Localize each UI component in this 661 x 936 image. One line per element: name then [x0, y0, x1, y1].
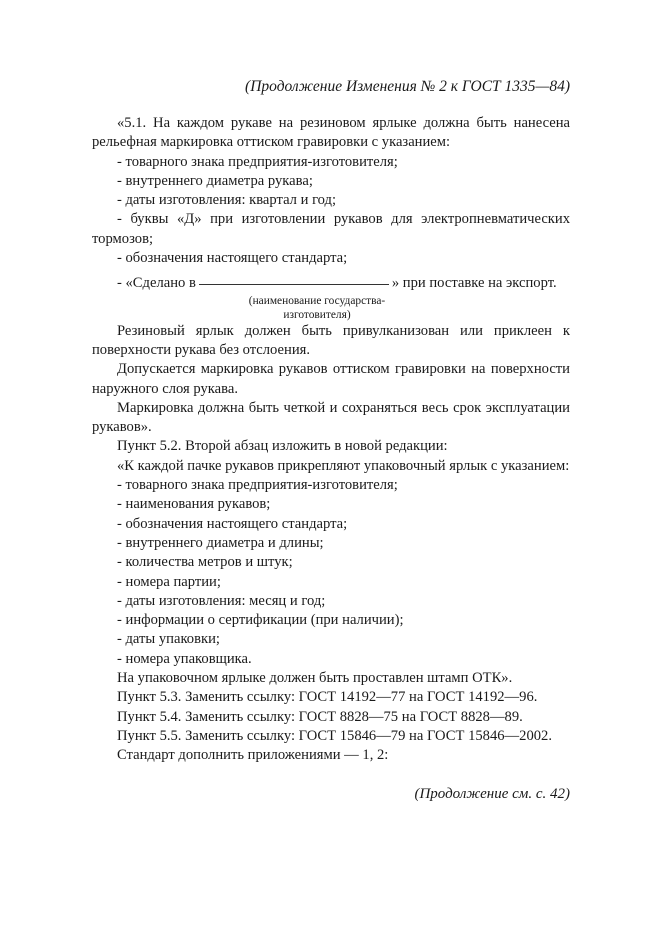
- paragraph-5-3: Пункт 5.3. Заменить ссылку: ГОСТ 14192—77 на ГОСТ 14192—96.: [117, 689, 538, 706]
- continuation-header: (Продолжение Изменения № 2 к ГОСТ 1335—84): [245, 78, 570, 95]
- paragraph-5-1-intro: «5.1. На каждом рукаве на резиновом ярлыке должна быть нанесена рельефная маркировка оттиском гравировки с указанием:: [92, 115, 570, 151]
- list-item: - внутреннего диаметра рукава;: [117, 172, 313, 189]
- paragraph-5-2: Пункт 5.2. Второй абзац изложить в новой редакции:: [117, 438, 448, 455]
- list-item: - обозначения настоящего стандарта;: [117, 250, 348, 267]
- paragraph-5-5: Пункт 5.5. Заменить ссылку: ГОСТ 15846—79 на ГОСТ 15846—2002.: [117, 727, 552, 744]
- list-item: - даты упаковки;: [117, 631, 220, 648]
- list-item: - товарного знака предприятия-изготовителя;: [117, 477, 398, 494]
- list-item: - даты изготовления: квартал и год;: [117, 192, 337, 209]
- paragraph-5-4: Пункт 5.4. Заменить ссылку: ГОСТ 8828—75 на ГОСТ 8828—89.: [117, 708, 523, 725]
- list-item: - обозначения настоящего стандарта;: [117, 515, 348, 532]
- made-in-line: [117, 274, 570, 293]
- country-note-line: (наименование государства-: [248, 294, 386, 307]
- paragraph-otk-stamp: На упаковочном ярлыке должен быть проставлен штамп ОТК».: [117, 670, 513, 687]
- country-note: [197, 294, 437, 322]
- list-item: - номера упаковщика.: [117, 650, 252, 667]
- list-item: - наименования рукавов;: [117, 496, 271, 513]
- list-item: - даты изготовления: месяц и год;: [117, 592, 326, 609]
- paragraph-allowed-marking: Допускается маркировка рукавов оттиском гравировки на поверхности наружного слоя рукава.: [92, 361, 570, 397]
- document-body: [92, 114, 570, 766]
- list-item: - номера партии;: [117, 573, 221, 590]
- country-note-line: изготовителя): [283, 308, 351, 321]
- continuation-footer: (Продолжение см. с. 42): [414, 786, 570, 802]
- paragraph-5-2-quote: «К каждой пачке рукавов прикрепляют упаковочный ярлык с указанием:: [117, 457, 570, 474]
- paragraph-appendix: Стандарт дополнить приложениями — 1, 2:: [117, 747, 389, 764]
- country-blank-line: [199, 284, 389, 285]
- made-in-suffix: » при поставке на экспорт.: [391, 275, 557, 292]
- list-item: - товарного знака предприятия-изготовителя;: [117, 153, 398, 170]
- list-item: - внутреннего диаметра и длины;: [117, 534, 324, 551]
- paragraph-rubber-tag: Резиновый ярлык должен быть привулканизован или приклеен к поверхности рукава без отслоения.: [92, 322, 570, 358]
- list-item: - информации о сертификации (при наличии);: [117, 612, 404, 629]
- paragraph-clear-marking: Маркировка должна быть четкой и сохраняться весь срок эксплуатации рукавов».: [92, 399, 570, 436]
- made-in-prefix: - «Сделано в: [117, 275, 196, 292]
- list-item: - количества метров и штук;: [117, 554, 293, 571]
- list-item-letter-d: - буквы «Д» при изготовлении рукавов для электропневматических тормозов;: [92, 211, 570, 247]
